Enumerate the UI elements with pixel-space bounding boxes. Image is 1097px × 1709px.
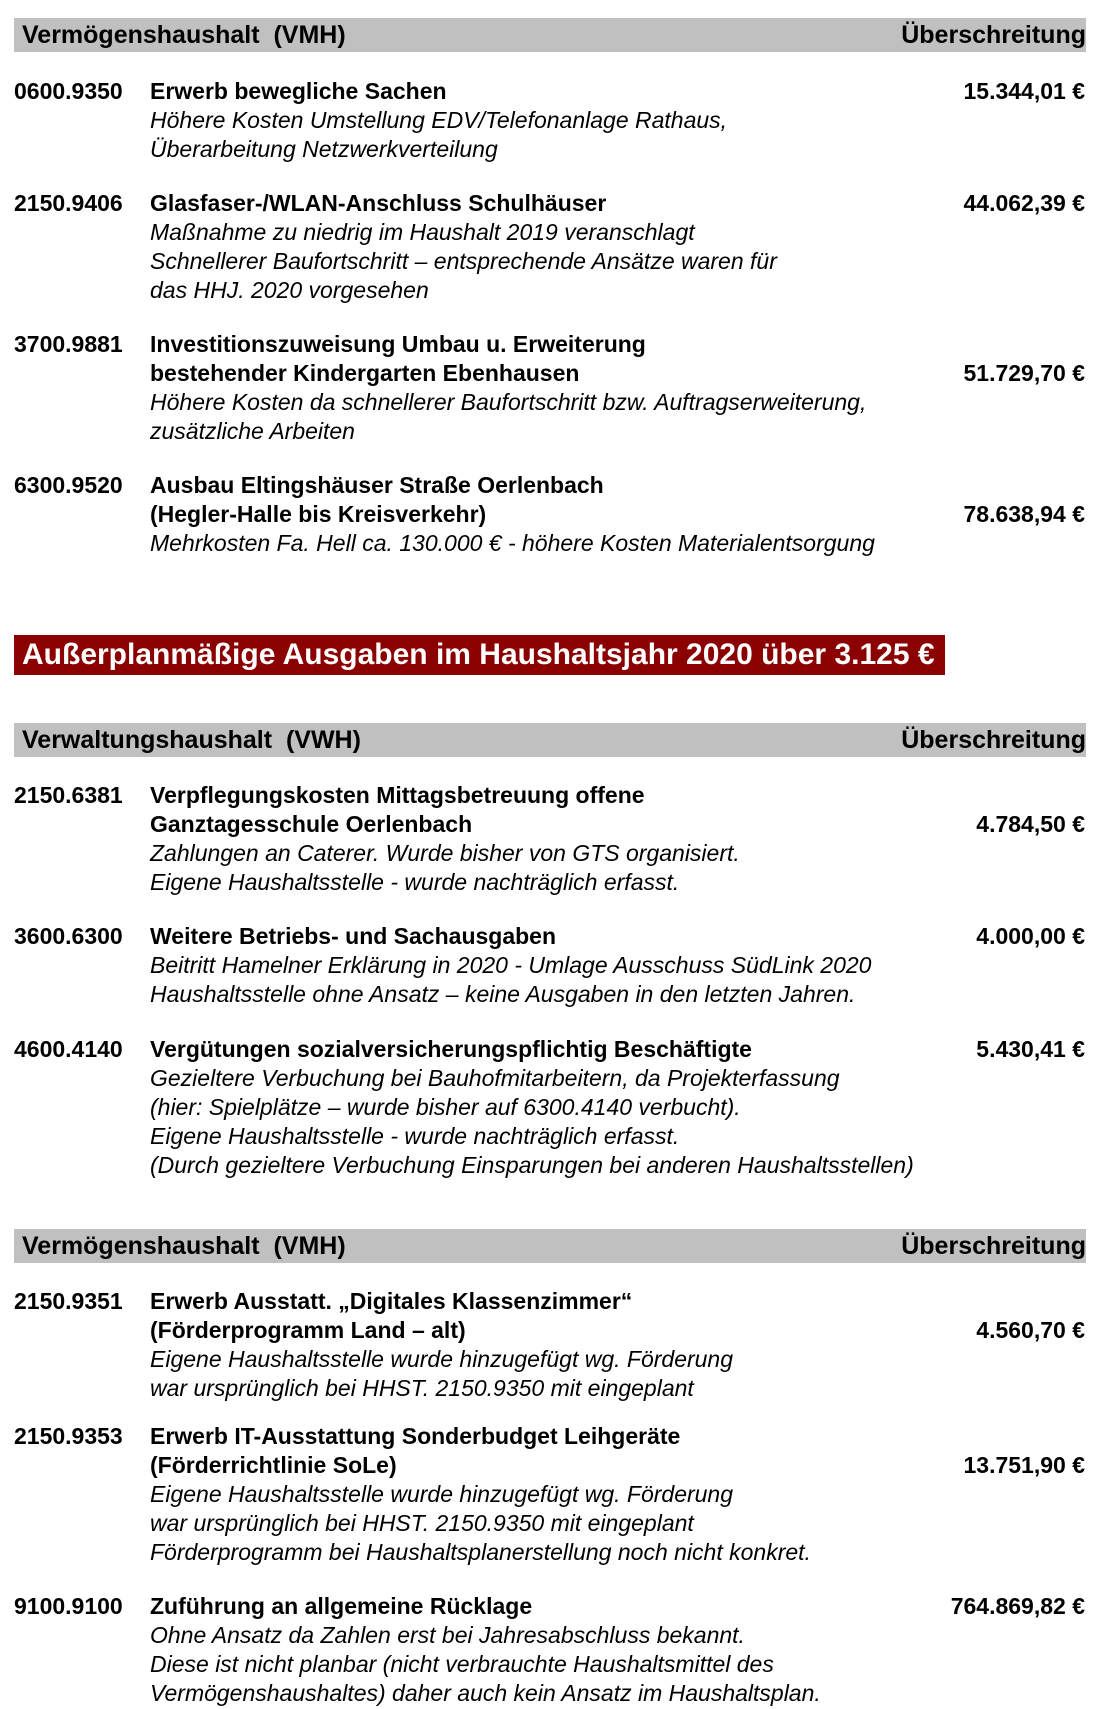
item-note: Beitritt Hamelner Erklärung in 2020 - Umlage Ausschuss SüdLink 2020 (150, 952, 872, 978)
column-label-ueberschreitung: Überschreitung (901, 1232, 1086, 1260)
item-amount: 5.430,41 € (976, 1036, 1085, 1062)
item-code: 6300.9520 (14, 472, 123, 498)
item-amount: 78.638,94 € (963, 501, 1085, 527)
item-code: 2150.9353 (14, 1423, 123, 1449)
item-note: das HHJ. 2020 vorgesehen (150, 277, 429, 303)
item-note: Eigene Haushaltsstelle wurde hinzugefügt wg. Förderung (150, 1346, 734, 1372)
item-note: Förderprogramm bei Haushaltsplanerstellung noch nicht konkret. (150, 1539, 811, 1565)
item-note: zusätzliche Arbeiten (150, 418, 355, 444)
item-amount: 764.869,82 € (950, 1593, 1085, 1619)
item-note: Eigene Haushaltsstelle wurde hinzugefügt wg. Förderung (150, 1481, 734, 1507)
item-amount: 51.729,70 € (963, 360, 1085, 386)
column-label-ueberschreitung: Überschreitung (901, 21, 1086, 49)
item-amount: 4.784,50 € (976, 811, 1085, 837)
item-note: Mehrkosten Fa. Hell ca. 130.000 € - höhere Kosten Materialentsorgung (150, 530, 875, 556)
item-note: Ohne Ansatz da Zahlen erst bei Jahresabschluss bekannt. (150, 1622, 745, 1648)
item-title: Weitere Betriebs- und Sachausgaben (150, 923, 557, 949)
item-code: 4600.4140 (14, 1036, 123, 1062)
section-title: Vermögenshaushalt (VMH) (22, 1232, 346, 1260)
item-note: (hier: Spielplätze – wurde bisher auf 6300.4140 verbucht). (150, 1094, 741, 1120)
item-note: Schnellerer Baufortschritt – entsprechende Ansätze waren für (150, 248, 777, 274)
item-amount: 15.344,01 € (963, 78, 1085, 104)
item-note: war ursprünglich bei HHST. 2150.9350 mit eingeplant (150, 1510, 694, 1536)
item-title: Verpflegungskosten Mittagsbetreuung offene (150, 782, 645, 808)
section-header-vwh (14, 723, 1086, 757)
item-amount: 4.560,70 € (976, 1317, 1085, 1343)
item-code: 9100.9100 (14, 1593, 123, 1619)
item-title: Vergütungen sozialversicherungspflichtig Beschäftigte (150, 1036, 752, 1062)
item-amount: 4.000,00 € (976, 923, 1085, 949)
item-title: (Förderprogramm Land – alt) (150, 1317, 466, 1343)
item-note: Maßnahme zu niedrig im Haushalt 2019 veranschlagt (150, 219, 695, 245)
item-note: Diese ist nicht planbar (nicht verbrauchte Haushaltsmittel des (150, 1651, 774, 1677)
item-note: Gezieltere Verbuchung bei Bauhofmitarbeitern, da Projekterfassung (150, 1065, 840, 1091)
item-note: Überarbeitung Netzwerkverteilung (150, 136, 498, 162)
item-title: Ausbau Eltingshäuser Straße Oerlenbach (150, 472, 604, 498)
section-header-vmh-2 (14, 1229, 1086, 1263)
item-code: 2150.6381 (14, 782, 123, 808)
item-title: Glasfaser-/WLAN-Anschluss Schulhäuser (150, 190, 607, 216)
section-title: Vermögenshaushalt (VMH) (22, 21, 346, 49)
item-code: 2150.9406 (14, 190, 123, 216)
item-note: Vermögenshaushaltes) daher auch kein Ansatz im Haushaltsplan. (150, 1680, 821, 1706)
item-note: Eigene Haushaltsstelle - wurde nachträglich erfasst. (150, 869, 680, 895)
item-code: 0600.9350 (14, 78, 123, 104)
item-title: Erwerb IT-Ausstattung Sonderbudget Leihgeräte (150, 1423, 681, 1449)
item-code: 2150.9351 (14, 1288, 123, 1314)
item-code: 3700.9881 (14, 331, 123, 357)
item-title: Ganztagesschule Oerlenbach (150, 811, 473, 837)
item-title: bestehender Kindergarten Ebenhausen (150, 360, 580, 386)
item-amount: 44.062,39 € (963, 190, 1085, 216)
column-label-ueberschreitung: Überschreitung (901, 726, 1086, 754)
item-title: (Hegler-Halle bis Kreisverkehr) (150, 501, 487, 527)
item-note: Zahlungen an Caterer. Wurde bisher von GTS organisiert. (150, 840, 740, 866)
section-header-vmh-1 (14, 18, 1086, 52)
section-title: Verwaltungshaushalt (VWH) (22, 726, 361, 754)
item-title: (Förderrichtlinie SoLe) (150, 1452, 397, 1478)
item-note: Höhere Kosten da schnellerer Baufortschritt bzw. Auftragserweiterung, (150, 389, 867, 415)
item-title: Erwerb Ausstatt. „Digitales Klassenzimmer“ (150, 1288, 633, 1314)
item-note: war ursprünglich bei HHST. 2150.9350 mit eingeplant (150, 1375, 694, 1401)
item-note: Haushaltsstelle ohne Ansatz – keine Ausgaben in den letzten Jahren. (150, 981, 856, 1007)
item-title: Erwerb bewegliche Sachen (150, 78, 447, 104)
item-title: Investitionszuweisung Umbau u. Erweiterung (150, 331, 646, 357)
item-note: Eigene Haushaltsstelle - wurde nachträglich erfasst. (150, 1123, 680, 1149)
section-banner: Außerplanmäßige Ausgaben im Haushaltsjahr 2020 über 3.125 € (14, 635, 945, 675)
item-title: Zuführung an allgemeine Rücklage (150, 1593, 533, 1619)
item-code: 3600.6300 (14, 923, 123, 949)
item-note: Höhere Kosten Umstellung EDV/Telefonanlage Rathaus, (150, 107, 728, 133)
item-amount: 13.751,90 € (963, 1452, 1085, 1478)
item-note: (Durch gezieltere Verbuchung Einsparungen bei anderen Haushaltsstellen) (150, 1152, 914, 1178)
